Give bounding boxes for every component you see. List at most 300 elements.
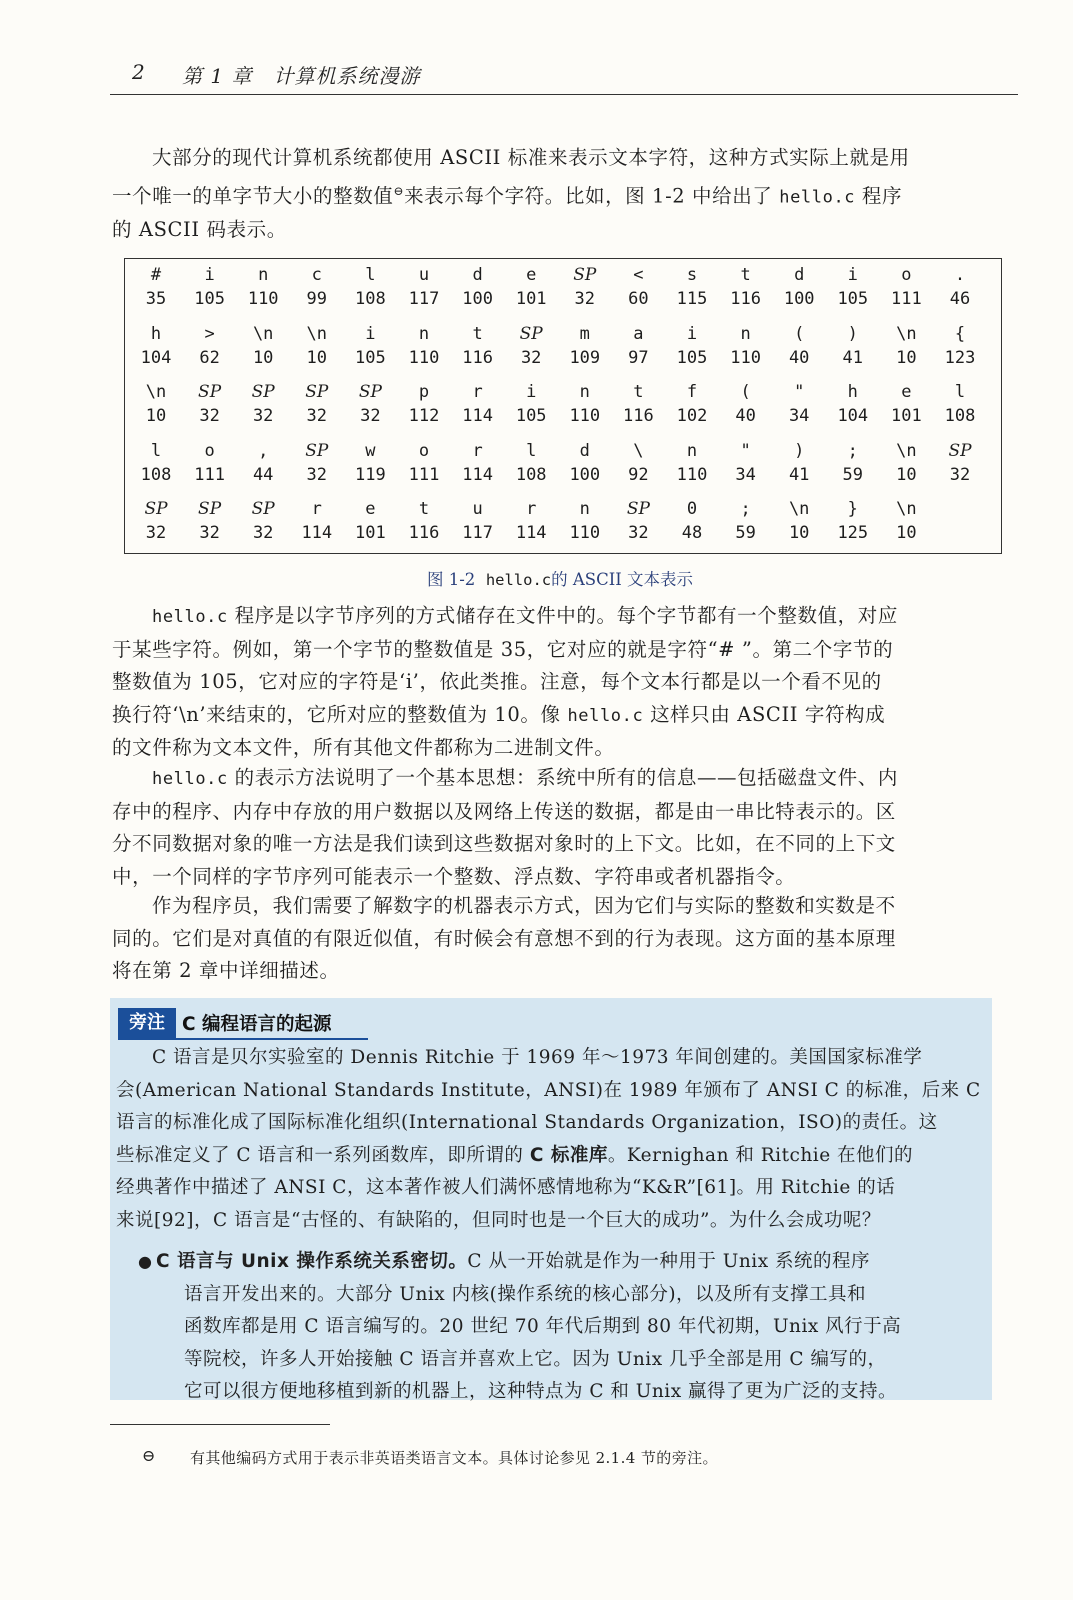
intro-line-3: 的 ASCII 码表示。 — [112, 217, 287, 241]
intro-line-2 — [112, 175, 1018, 214]
ascii-cell — [236, 263, 290, 311]
para2-line: 分不同数据对象的唯一方法是我们读到这些数据对象时的上下文。比如，在不同的上下文 — [112, 832, 896, 855]
ascii-code: 125 — [837, 523, 869, 543]
ascii-char: SP — [251, 382, 275, 402]
aside-title: C 编程语言的起源 — [182, 1014, 332, 1035]
ascii-cell — [290, 380, 344, 428]
ascii-code: 105 — [837, 289, 869, 309]
para3-line: 作为程序员，我们需要了解数字的机器表示方式，因为它们与实际的整数和实数是不 — [152, 894, 896, 917]
ascii-char: ) — [794, 440, 805, 461]
ascii-char: SP — [305, 382, 329, 402]
ascii-char: r — [472, 382, 483, 402]
ascii-code: 119 — [355, 464, 386, 485]
ascii-cell — [558, 380, 612, 428]
ascii-cell — [451, 439, 505, 487]
ascii-cell — [611, 322, 665, 370]
ascii-char: SP — [358, 382, 382, 402]
ascii-char: i — [365, 323, 376, 344]
ascii-cell — [236, 322, 290, 370]
ascii-code: 10 — [252, 347, 274, 368]
intro-line-1: 大部分的现代计算机系统都使用 ASCII 标准来表示文本字符，这种方式实际上就是用 — [152, 146, 910, 169]
ascii-cell — [611, 380, 665, 428]
ascii-cell — [236, 439, 290, 487]
ascii-code: 32 — [252, 406, 274, 426]
ascii-cell — [343, 497, 397, 545]
ascii-cell — [129, 322, 183, 370]
ascii-char: d — [794, 265, 805, 285]
ascii-code: 117 — [462, 523, 493, 543]
para1-line — [112, 699, 1018, 733]
ascii-code: 34 — [788, 406, 810, 426]
ascii-row — [125, 380, 1003, 440]
chapter-title: 第 1 章 计算机系统漫游 — [182, 64, 421, 88]
ascii-char: \n — [896, 323, 917, 344]
ascii-cell — [451, 497, 505, 545]
aside-text: 些标准定义了 C 语言和一系列函数库，即所谓的 — [116, 1144, 530, 1166]
ascii-code: 41 — [842, 347, 864, 368]
para2-line: 存中的程序、内存中存放的用户数据以及网络上传送的数据，都是由一串比特表示的。区 — [112, 799, 896, 823]
ascii-cell — [451, 263, 505, 311]
ascii-char: o — [204, 440, 215, 461]
ascii-char: f — [686, 382, 698, 402]
ascii-cell — [665, 439, 719, 487]
para1-line: 整数值为 105，它对应的字符是‘i’，依此类推。注意，每个文本行都是以一个看不见的 — [112, 670, 882, 693]
ascii-char: { — [954, 323, 966, 344]
ascii-char: \n — [306, 323, 328, 344]
figure-label: 图 1-2 — [426, 570, 476, 589]
ascii-cell — [504, 439, 558, 487]
bullet-lead: C 语言与 Unix 操作系统关系密切。 — [156, 1251, 468, 1272]
ascii-cell — [826, 439, 880, 487]
ascii-char: \n — [896, 499, 917, 519]
ascii-char: d — [472, 265, 483, 285]
ascii-cell — [719, 322, 773, 370]
ascii-char: , — [258, 440, 269, 461]
ascii-char: i — [526, 382, 537, 402]
para1-line: 的文件称为文本文件，所有其他文件都称为二进制文件。 — [112, 736, 615, 759]
ascii-char: l — [954, 382, 966, 402]
ascii-char: \ — [633, 440, 644, 461]
bullet-line: 语言开发出来的。大部分 Unix 内核(操作系统的核心部分)，以及所有支撑工具和 — [184, 1283, 867, 1305]
ascii-code: 116 — [462, 347, 493, 368]
ascii-cell — [826, 497, 880, 545]
ascii-code: 97 — [628, 347, 649, 368]
ascii-cell — [558, 263, 612, 311]
intro-text: 来表示每个字符。比如，图 1-2 中给出了 — [404, 184, 780, 207]
code-filename: hello.c — [152, 607, 228, 627]
ascii-code: 59 — [735, 523, 756, 543]
ascii-code: 114 — [301, 523, 333, 543]
bullet-line: 它可以很方便地移植到新的机器上，这种特点为 C 和 Unix 赢得了更为广泛的支持。 — [184, 1381, 898, 1403]
ascii-cell — [343, 322, 397, 370]
bullet-line — [156, 1246, 982, 1279]
ascii-char: h — [847, 382, 858, 402]
ascii-char: SP — [573, 265, 597, 285]
ascii-code: 10 — [145, 406, 167, 426]
ascii-code: 32 — [199, 523, 220, 543]
ascii-char: SP — [519, 323, 543, 344]
ascii-char: o — [901, 265, 912, 285]
aside-line: 会(American National Standards Institute，ANSI)在 1989 年颁布了 ANSI C 的标准，后来 C — [116, 1079, 981, 1101]
ascii-char: . — [954, 265, 966, 285]
code-filename: hello.c — [152, 769, 228, 789]
ascii-cell — [611, 497, 665, 545]
ascii-char: p — [418, 382, 430, 402]
ascii-code: 32 — [306, 406, 328, 426]
ascii-cell — [826, 263, 880, 311]
ascii-cell — [397, 380, 451, 428]
ascii-code: 105 — [355, 347, 386, 368]
ascii-cell — [397, 439, 451, 487]
aside-text: 。Kernighan 和 Ritchie 在他们的 — [607, 1144, 914, 1166]
ascii-char: r — [526, 499, 537, 519]
ascii-code: 102 — [676, 406, 708, 426]
ascii-code: 110 — [730, 347, 761, 368]
ascii-char: } — [847, 499, 858, 519]
ascii-cell — [504, 497, 558, 545]
ascii-char: > — [204, 323, 215, 344]
aside-line: 经典著作中描述了 ANSI C，这本著作被人们满怀感情地称为“K&R”[61]。用 Ritchie 的话 — [116, 1177, 896, 1199]
ascii-cell — [933, 439, 987, 487]
ascii-cell — [290, 263, 344, 311]
ascii-cell — [719, 263, 773, 311]
ascii-cell — [719, 380, 773, 428]
ascii-row — [125, 497, 1003, 557]
bullet-line: 等院校，许多人开始接触 C 语言并喜欢上它。因为 Unix 几乎全部是用 C 编写的， — [184, 1348, 887, 1370]
bullet-text: C 从一开始就是作为一种用于 Unix 系统的程序 — [467, 1251, 871, 1272]
ascii-code: 100 — [783, 289, 815, 309]
ascii-char: n — [579, 382, 590, 402]
ascii-cell — [558, 322, 612, 370]
ascii-char: t — [418, 499, 430, 519]
paragraph-number-representation — [112, 890, 1018, 988]
ascii-cell — [879, 497, 933, 545]
ascii-char: \n — [896, 440, 917, 461]
aside-bullet — [138, 1246, 982, 1409]
ascii-code: 114 — [515, 523, 547, 543]
ascii-code: 32 — [360, 406, 381, 426]
figure-caption-text: 的 ASCII 文本表示 — [551, 570, 694, 589]
footnote-rule — [110, 1424, 330, 1425]
ascii-cell — [879, 380, 933, 428]
footnote-ref[interactable]: ⊖ — [393, 183, 405, 198]
ascii-code: 111 — [891, 289, 922, 309]
ascii-code: 117 — [408, 289, 440, 309]
ascii-char: l — [526, 440, 537, 461]
ascii-char: a — [633, 323, 644, 344]
ascii-code: 60 — [628, 289, 649, 309]
ascii-char: n — [740, 323, 751, 344]
ascii-char: 0 — [686, 499, 698, 519]
ascii-code: 109 — [569, 347, 601, 368]
ascii-code: 112 — [408, 406, 440, 426]
ascii-char: SP — [198, 382, 222, 402]
ascii-cell — [772, 322, 826, 370]
ascii-char: n — [686, 440, 698, 461]
ascii-cell — [826, 322, 880, 370]
ascii-code: 100 — [462, 289, 493, 309]
ascii-code: 32 — [199, 406, 220, 426]
ascii-cell — [879, 439, 933, 487]
ascii-cell — [451, 380, 505, 428]
ascii-char: s — [686, 265, 698, 285]
ascii-char: l — [365, 265, 376, 285]
ascii-char: i — [204, 265, 215, 285]
ascii-cell — [558, 439, 612, 487]
para1-text: 程序是以字节序列的方式储存在文件中的。每个字节都有一个整数值，对应 — [227, 604, 898, 627]
ascii-char: u — [418, 265, 430, 285]
ascii-cell — [183, 322, 237, 370]
ascii-cell — [236, 497, 290, 545]
ascii-code: 108 — [944, 406, 976, 426]
running-head — [110, 58, 1018, 95]
ascii-code: 40 — [788, 347, 810, 368]
para1-text: 换行符‘\n’来结束的，它所对应的整数值为 10。像 — [112, 702, 568, 726]
ascii-cell — [343, 439, 397, 487]
ascii-cell — [504, 380, 558, 428]
figure-caption — [0, 566, 1073, 590]
ascii-char: \n — [788, 499, 810, 519]
intro-paragraph — [112, 142, 1018, 246]
paragraph-context — [112, 762, 1018, 893]
ascii-cell — [719, 497, 773, 545]
ascii-cell — [343, 263, 397, 311]
aside-line: C 语言是贝尔实验室的 Dennis Ritchie 于 1969 年～1973 年间创建的。美国国家标准学 — [152, 1047, 923, 1068]
ascii-cell — [558, 497, 612, 545]
ascii-code: 10 — [896, 347, 917, 368]
ascii-char: w — [365, 440, 376, 461]
ascii-cell — [129, 263, 183, 311]
ascii-code: 32 — [949, 464, 971, 485]
ascii-cell — [236, 380, 290, 428]
ascii-char: n — [258, 265, 269, 285]
ascii-cell — [129, 497, 183, 545]
ascii-code: 115 — [676, 289, 708, 309]
ascii-cell — [772, 380, 826, 428]
ascii-code: 48 — [681, 523, 703, 543]
ascii-code: 32 — [520, 347, 542, 368]
ascii-cell — [290, 322, 344, 370]
ascii-code: 108 — [140, 464, 172, 485]
ascii-char: t — [472, 323, 483, 344]
ascii-code: 35 — [145, 289, 167, 309]
ascii-code: 101 — [355, 523, 386, 543]
c-standard-library-term: C 标准库 — [529, 1144, 608, 1166]
ascii-code: 110 — [676, 464, 708, 485]
ascii-cell — [397, 322, 451, 370]
ascii-char: l — [150, 440, 162, 461]
ascii-char: u — [472, 499, 483, 519]
ascii-code: 40 — [735, 406, 756, 426]
ascii-cell — [129, 439, 183, 487]
ascii-code — [933, 521, 987, 545]
code-filename: hello.c — [779, 187, 856, 207]
ascii-cell — [665, 322, 719, 370]
ascii-cell — [665, 497, 719, 545]
ascii-cell — [772, 263, 826, 311]
code-filename: hello.c — [567, 705, 644, 726]
ascii-char: SP — [144, 499, 168, 519]
ascii-cell — [719, 439, 773, 487]
ascii-char: e — [901, 382, 912, 402]
para2-text: 的表示方法说明了一个基本思想：系统中所有的信息——包括磁盘文件、内 — [227, 766, 898, 789]
para1-line — [112, 600, 1018, 634]
ascii-char: n — [418, 323, 430, 344]
ascii-code: 32 — [628, 523, 649, 543]
ascii-code: 104 — [837, 406, 869, 426]
aside-line — [116, 1140, 982, 1173]
ascii-cell — [665, 263, 719, 311]
ascii-row — [125, 263, 1003, 323]
bullet-icon: ● — [138, 1252, 153, 1271]
ascii-code: 10 — [896, 523, 917, 543]
ascii-char: r — [472, 440, 483, 461]
page-number: 2 — [132, 60, 145, 84]
aside-tag: 旁注 — [118, 1008, 176, 1038]
ascii-code: 10 — [788, 523, 810, 543]
ascii-code: 46 — [949, 289, 971, 309]
ascii-code: 101 — [515, 289, 547, 309]
ascii-code: 32 — [574, 289, 596, 309]
ascii-code: 114 — [462, 406, 493, 426]
ascii-char: \n — [252, 323, 274, 344]
ascii-char: m — [579, 323, 590, 344]
ascii-row — [125, 322, 1003, 382]
ascii-char: e — [365, 499, 376, 519]
ascii-char: i — [686, 323, 698, 344]
ascii-char: SP — [198, 499, 222, 519]
ascii-code: 32 — [252, 523, 274, 543]
footnote-text: 有其他编码方式用于表示非英语类语言文本。具体讨论参见 2.1.4 节的旁注。 — [190, 1449, 718, 1467]
aside-line: 来说[92]，C 语言是“古怪的、有缺陷的，但同时也是一个巨大的成功”。为什么会成功呢？ — [116, 1209, 881, 1231]
ascii-code: 44 — [252, 464, 274, 485]
ascii-code: 92 — [628, 464, 649, 485]
bullet-line: 函数库都是用 C 语言编写的。20 世纪 70 年代后期到 80 年代初期，Unix 风行于高 — [184, 1316, 902, 1338]
para3-line: 将在第 2 章中详细描述。 — [112, 959, 340, 982]
ascii-code: 110 — [247, 289, 279, 309]
ascii-code: 10 — [306, 347, 328, 368]
ascii-cell — [826, 380, 880, 428]
ascii-cell — [933, 380, 987, 428]
ascii-cell — [183, 439, 237, 487]
ascii-char: < — [633, 265, 644, 285]
ascii-char: " — [740, 440, 751, 461]
ascii-code: 105 — [676, 347, 708, 368]
ascii-char: d — [579, 440, 590, 461]
ascii-cell — [933, 322, 987, 370]
footnote-mark: ⊖ — [142, 1446, 156, 1465]
ascii-code: 34 — [735, 464, 756, 485]
ascii-char: " — [794, 382, 805, 402]
para1-text: 这样只由 ASCII 字符构成 — [643, 702, 886, 726]
ascii-char: t — [740, 265, 751, 285]
ascii-code: 10 — [896, 464, 917, 485]
ascii-char: c — [311, 265, 322, 285]
ascii-row — [125, 439, 1003, 499]
ascii-char: SP — [251, 499, 275, 519]
ascii-cell — [879, 263, 933, 311]
ascii-code: 114 — [462, 464, 493, 485]
ascii-cell — [611, 263, 665, 311]
para3-line: 同的。它们是对真值的有限近似值，有时候会有意想不到的行为表现。这方面的基本原理 — [112, 926, 896, 950]
ascii-code: 100 — [569, 464, 601, 485]
ascii-cell — [129, 380, 183, 428]
ascii-char: o — [418, 440, 430, 461]
ascii-cell — [611, 439, 665, 487]
ascii-cell — [343, 380, 397, 428]
ascii-code: 108 — [355, 289, 386, 309]
ascii-char: ( — [740, 382, 751, 402]
para2-line — [112, 762, 1018, 796]
ascii-code: 123 — [944, 347, 976, 368]
ascii-code: 110 — [569, 406, 601, 426]
ascii-cell — [772, 497, 826, 545]
ascii-code: 105 — [194, 289, 225, 309]
ascii-code: 111 — [194, 464, 225, 485]
ascii-code: 32 — [306, 464, 328, 485]
ascii-code: 99 — [306, 289, 328, 309]
ascii-char — [933, 497, 987, 521]
ascii-code: 116 — [730, 289, 761, 309]
intro-text: 程序 — [855, 184, 903, 207]
ascii-char: \n — [145, 382, 167, 402]
ascii-code: 62 — [199, 347, 220, 368]
ascii-code: 32 — [145, 523, 167, 543]
ascii-cell — [397, 497, 451, 545]
ascii-code: 105 — [515, 406, 547, 426]
ascii-cell — [397, 263, 451, 311]
ascii-char: t — [633, 382, 644, 402]
ascii-char: ; — [740, 499, 751, 519]
ascii-code: 104 — [140, 347, 172, 368]
ascii-cell — [504, 322, 558, 370]
aside-box — [110, 998, 992, 1403]
ascii-code: 116 — [408, 523, 440, 543]
ascii-code: 110 — [408, 347, 440, 368]
ascii-code: 116 — [623, 406, 654, 426]
ascii-cell — [183, 380, 237, 428]
ascii-cell — [933, 263, 987, 311]
ascii-cell — [290, 497, 344, 545]
ascii-char: # — [150, 265, 162, 285]
ascii-char: ; — [847, 440, 858, 461]
ascii-char: ( — [794, 323, 805, 344]
ascii-cell — [451, 322, 505, 370]
ascii-char: SP — [305, 440, 329, 461]
ascii-code: 41 — [788, 464, 810, 485]
ascii-cell — [933, 497, 987, 545]
ascii-char: SP — [626, 499, 650, 519]
paragraph-text-files — [112, 600, 1018, 765]
intro-text: 一个唯一的单字节大小的整数值 — [112, 184, 394, 207]
aside-line: 语言的标准化成了国际标准化组织(International Standards Organization，ISO)的责任。这 — [116, 1112, 938, 1134]
aside-body — [116, 1042, 982, 1238]
ascii-char: SP — [948, 440, 972, 461]
ascii-cell — [772, 439, 826, 487]
ascii-cell — [183, 263, 237, 311]
ascii-code: 110 — [569, 523, 601, 543]
ascii-char: ) — [847, 323, 858, 344]
ascii-code: 101 — [891, 406, 922, 426]
ascii-char: i — [847, 265, 858, 285]
figure-filename: hello.c — [485, 571, 552, 589]
ascii-code: 111 — [408, 464, 440, 485]
ascii-table — [124, 258, 1002, 554]
aside-title-rule — [118, 1038, 368, 1040]
ascii-char: h — [150, 323, 162, 344]
para2-line: 中，一个同样的字节序列可能表示一个整数、浮点数、字符串或者机器指令。 — [112, 864, 796, 888]
ascii-cell — [879, 322, 933, 370]
